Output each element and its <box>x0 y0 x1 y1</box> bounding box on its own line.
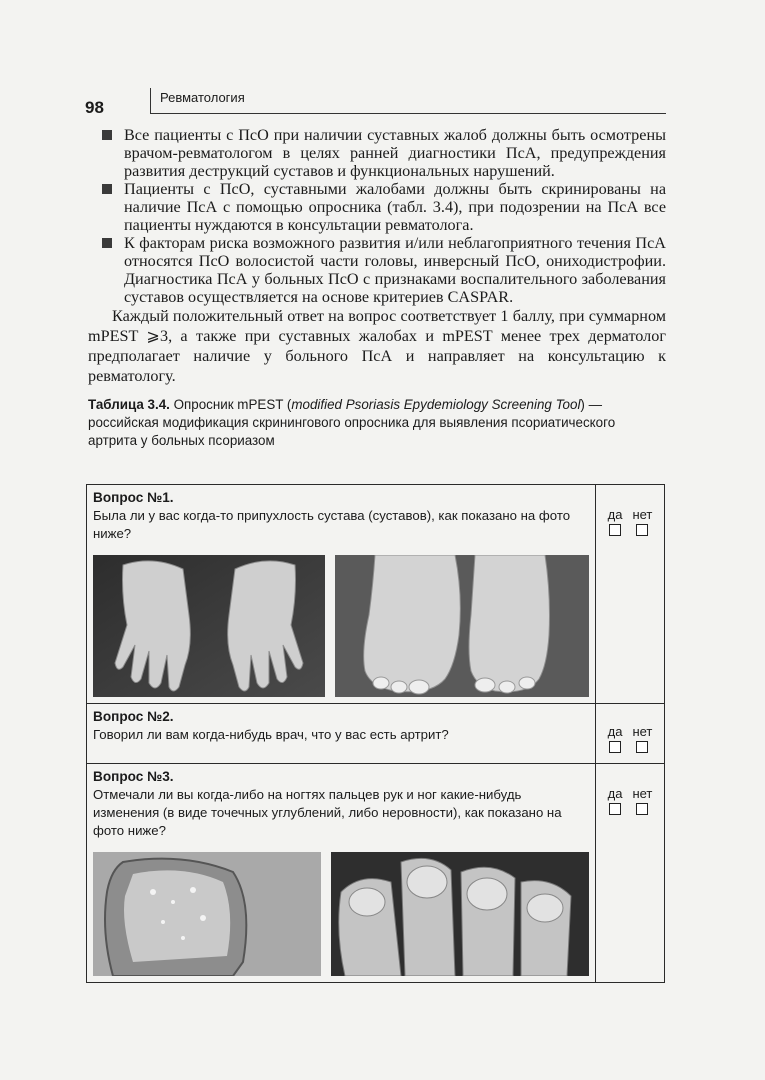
square-bullet-icon <box>102 184 112 194</box>
bullet-text: Пациенты с ПсО, суставными жалобами должны быть скринированы на наличие ПсА с помощью опросника (табл. 3.4), при подозрении на ПсА все пациенты нуждаются в консультации ревматолога. <box>124 180 666 234</box>
no-label: нет <box>632 507 653 522</box>
header-rule <box>150 113 666 114</box>
yes-label: да <box>607 507 623 522</box>
caption-text-italic: modified Psoriasis Epydemiology Screening Tool <box>291 397 581 412</box>
yes-label: да <box>607 786 623 801</box>
square-bullet-icon <box>102 238 112 248</box>
bullet-item <box>88 180 666 234</box>
no-option <box>632 786 652 815</box>
question-text: Говорил ли вам когда-нибудь врач, что у вас есть артрит? <box>93 727 449 742</box>
question-text: Отмечали ли вы когда-либо на ногтях пальцев рук и ног какие-нибудь изменения (в виде точечных углублений, либо неровности), как показано на фото ниже? <box>93 787 562 838</box>
no-option <box>632 724 652 753</box>
answer-cell <box>596 704 665 764</box>
question-row <box>87 764 665 983</box>
question-text: Была ли у вас когда-то припухлость сустава (суставов), как показано на фото ниже? <box>93 508 571 541</box>
question-cell <box>87 485 596 704</box>
yes-option <box>608 507 623 536</box>
square-bullet-icon <box>102 130 112 140</box>
header-divider-vertical <box>150 88 151 114</box>
mpest-questionnaire-table <box>86 484 665 983</box>
bullet-list <box>88 126 666 306</box>
page-number: 98 <box>85 98 104 117</box>
bullet-text: К факторам риска возможного развития и/или неблагоприятного течения ПсА относятся ПсО волосистой части головы, инверсный ПсО, ониходистрофии. Диагностика ПсА у больных ПсО с признаками воспалительного заболевания суставов осуществляется на основе критериев CASPAR. <box>124 234 666 306</box>
yes-checkbox[interactable] <box>609 741 621 753</box>
hands-photo <box>93 555 325 697</box>
yes-label: да <box>607 724 623 739</box>
photo-row <box>93 555 589 697</box>
no-label: нет <box>632 724 653 739</box>
table-caption <box>88 396 666 450</box>
body-paragraph: Каждый положительный ответ на вопрос соответствует 1 баллу, при суммарном mPEST ⩾3, а также при суставных жалобах и mPEST менее трех дерматолог предполагает наличие у больного ПсА и направляет на консультацию к ревматологу. <box>88 307 666 385</box>
no-checkbox[interactable] <box>636 803 648 815</box>
question-title: Вопрос №3. <box>93 769 174 784</box>
feet-photo <box>335 555 589 697</box>
yes-option <box>608 724 623 753</box>
bullet-item <box>88 126 666 180</box>
answer-options <box>596 507 664 536</box>
yes-option <box>608 786 623 815</box>
question-title: Вопрос №2. <box>93 709 174 724</box>
yes-checkbox[interactable] <box>609 524 621 536</box>
bullet-text: Все пациенты с ПсО при наличии суставных жалоб должны быть осмотрены врачом-ревматологом в целях ранней диагностики ПсА, предупреждения развития деструкций суставов и функциональных нарушений. <box>124 126 666 180</box>
no-checkbox[interactable] <box>636 741 648 753</box>
question-row <box>87 704 665 764</box>
question-row <box>87 485 665 704</box>
main-content <box>88 126 666 450</box>
running-title: Ревматология <box>160 90 245 105</box>
question-cell <box>87 704 596 764</box>
caption-label: Таблица 3.4. <box>88 397 170 412</box>
nail-closeup-photo <box>93 852 321 976</box>
question-cell <box>87 764 596 983</box>
no-option <box>632 507 652 536</box>
fingernails-photo <box>331 852 589 976</box>
caption-text-post: ) — российская модификация скринингового опросника для выявления псориатического артрита у больных псориазом <box>88 397 616 448</box>
photo-row <box>93 852 589 976</box>
no-checkbox[interactable] <box>636 524 648 536</box>
answer-cell <box>596 485 665 704</box>
bullet-item <box>88 234 666 306</box>
yes-checkbox[interactable] <box>609 803 621 815</box>
answer-cell <box>596 764 665 983</box>
caption-text-pre: Опросник mPEST ( <box>169 397 292 412</box>
no-label: нет <box>632 786 653 801</box>
answer-options <box>596 724 664 753</box>
answer-options <box>596 786 664 815</box>
question-title: Вопрос №1. <box>93 490 174 505</box>
